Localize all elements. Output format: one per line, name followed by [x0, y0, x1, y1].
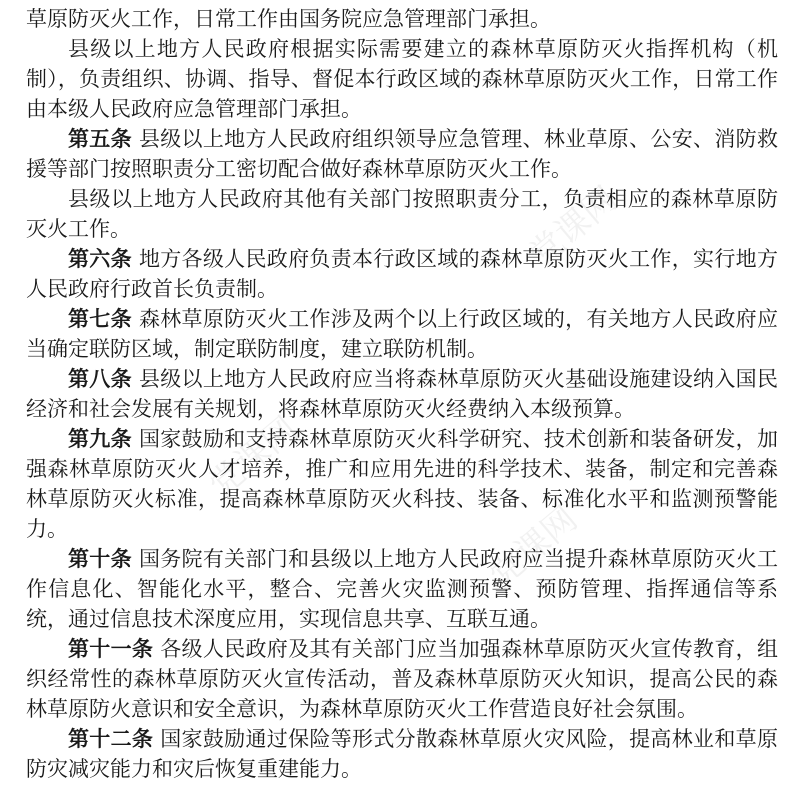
article-10 [26, 544, 778, 634]
article-label: 第九条 [68, 427, 132, 451]
document-page [26, 4, 778, 784]
paragraph-intro: 草原防灭火工作，日常工作由国务院应急管理部门承担。 [26, 7, 551, 31]
article-label: 第七条 [68, 307, 132, 331]
article-text: 国家鼓励和支持森林草原防灭火科学研究、技术创新和装备研发，加强森林草原防灭火人才培养，推广和应用先进的科学技术、装备，制定和完善森林草原防灭火标准，提高森林草原防灭火科技、装备、标准化水平和监测预警能力。 [26, 427, 778, 541]
article-5 [26, 124, 778, 184]
article-text: 森林草原防灭火工作涉及两个以上行政区域的，有关地方人民政府应当确定联防区域，制定联防制度，建立联防机制。 [26, 307, 778, 361]
article-6 [26, 244, 778, 304]
article-text: 县级以上地方人民政府其他有关部门按照职责分工，负责相应的森林草原防灭火工作。 [26, 187, 778, 241]
article-9 [26, 424, 778, 544]
article-text: 各级人民政府及其有关部门应当加强森林草原防灭火宣传教育，组织经常性的森林草原防灭火宣传活动，普及森林草原防灭火知识，提高公民的森林草原防火意识和安全意识，为森林草原防灭火工作营造良好社会氛围。 [26, 637, 778, 721]
article-12 [26, 724, 778, 784]
paragraph-county-command: 县级以上地方人民政府根据实际需要建立的森林草原防灭火指挥机构（机制），负责组织、协调、指导、督促本行政区域的森林草原防灭火工作，日常工作由本级人民政府应急管理部门承担。 [26, 37, 778, 121]
article-text: 地方各级人民政府负责本行政区域的森林草原防灭火工作，实行地方人民政府行政首长负责制。 [26, 247, 778, 301]
article-label: 第十二条 [68, 727, 154, 751]
article-text: 县级以上地方人民政府应当将森林草原防灭火基础设施建设纳入国民经济和社会发展有关规划，将森林草原防灭火经费纳入本级预算。 [26, 367, 778, 421]
article-label: 第八条 [68, 367, 132, 391]
article-text: 国务院有关部门和县级以上地方人民政府应当提升森林草原防灭火工作信息化、智能化水平，整合、完善火灾监测预警、预防管理、指挥通信等系统，通过信息技术深度应用，实现信息共享、互联互通。 [26, 547, 778, 631]
watermark: 党课网 [201, 409, 306, 506]
article-label: 第五条 [68, 127, 132, 151]
article-5-para-2 [26, 184, 778, 244]
watermark: 党课网 [521, 179, 626, 276]
article-8 [26, 364, 778, 424]
article-text: 国家鼓励通过保险等形式分散森林草原火灾风险，提高林业和草原防灾减灾能力和灾后恢复重建能力。 [26, 727, 778, 781]
article-label: 第六条 [68, 247, 132, 271]
article-11 [26, 634, 778, 724]
article-text: 县级以上地方人民政府组织领导应急管理、林业草原、公安、消防救援等部门按照职责分工密切配合做好森林草原防灭火工作。 [26, 127, 778, 181]
watermark: 党课网 [481, 499, 586, 596]
article-label: 第十一条 [68, 637, 154, 661]
article-label: 第十条 [68, 547, 132, 571]
article-7 [26, 304, 778, 364]
